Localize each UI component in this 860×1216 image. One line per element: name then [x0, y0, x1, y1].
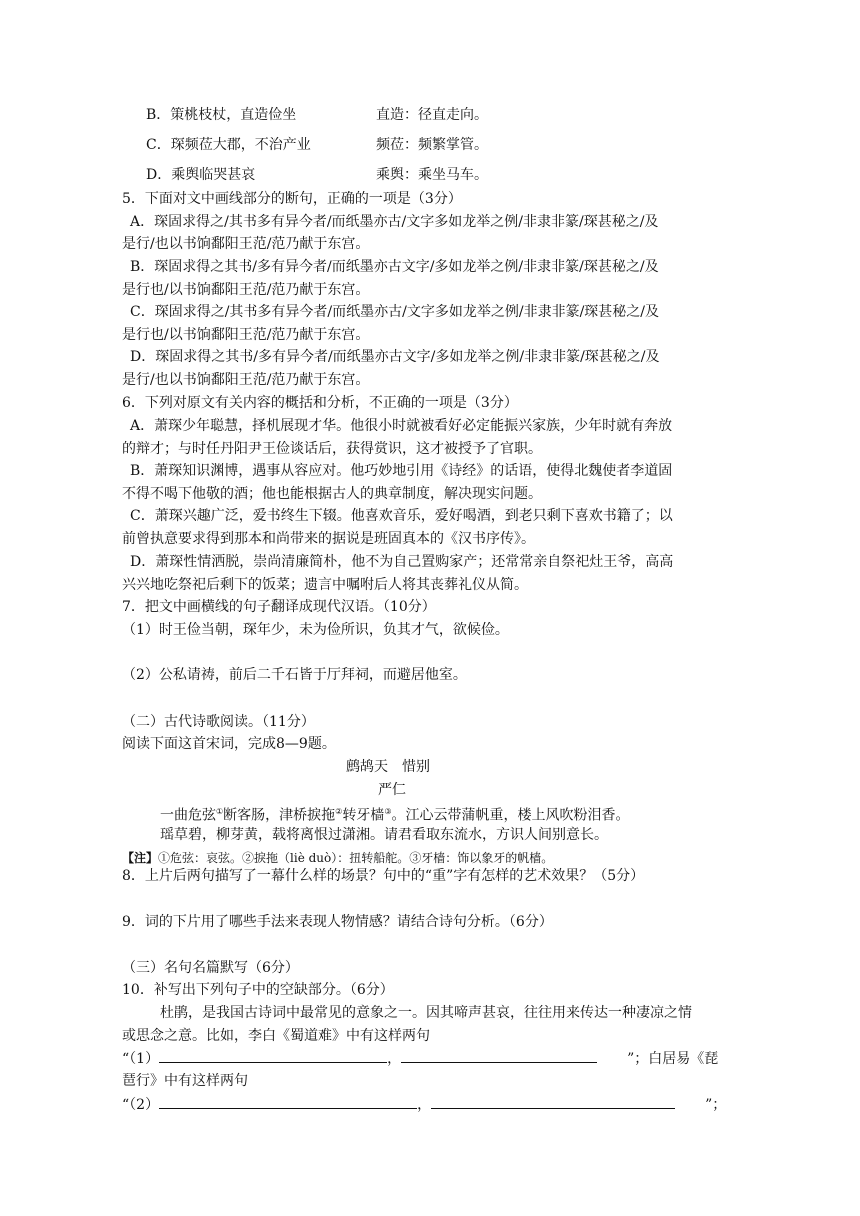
option-c-text: C．琛频莅大郡，不治产业	[146, 137, 311, 153]
note-marker-1: ①	[216, 807, 224, 816]
note-marker-3: ③	[384, 807, 392, 816]
poem-author: 严仁	[378, 782, 406, 798]
q10-paragraph-line-2: 或思念之意。比如，李白《蜀道难》中有这样两句	[122, 1028, 430, 1044]
q6-option-c-line1: C．萧琛兴趣广泛，爱书终生下辍。他喜欢音乐，爱好喝酒，到老只剩下喜欢书籍了；以	[130, 508, 673, 524]
poem-line-1	[160, 802, 780, 826]
fill-2-close: ”；	[705, 1097, 727, 1113]
q6-option-c-line2: 前曾执意要求得到那本和尚带来的据说是班固真本的《汉书序传》。	[122, 531, 535, 547]
option-c-gloss: 频莅：频繁掌管。	[376, 137, 488, 153]
fill-line-2	[122, 1094, 742, 1115]
fill-1-open: “（1）	[122, 1051, 160, 1067]
note-text: ①危弦：哀弦。②捩拖（liè duò）：扭转船舵。③牙樯：饰以象牙的帆樯。	[158, 851, 554, 865]
q10-paragraph-line-1: 杜鹃，是我国古诗词中最常见的意象之一。因其啼声甚哀，往往用来传达一种凄凉之情	[160, 1005, 692, 1021]
poem-note	[122, 848, 742, 868]
poem-line-2: 瑶草碧，柳芽黄，载将离恨过潇湘。请君看取东流水，方识人间别意长。	[160, 827, 608, 843]
q7-sentence-2: （2）公私请祷，前后二千石皆于厅拜祠，而避居他室。	[122, 667, 467, 683]
q5-option-b-line1: B．琛固求得之其书/多有异今者/而纸墨亦古文字/多如龙举之例/非隶非篆/琛甚秘之/及	[130, 259, 659, 275]
blank-1b[interactable]	[401, 1048, 597, 1063]
fill-1-close: ”；白居易《琵	[627, 1051, 719, 1067]
q6-option-d-line1: D．萧琛性情洒脱，崇尚清廉简朴，他不为自己置购家产；还常常亲自祭祀灶王爷，高高	[130, 554, 674, 570]
poem-line-1-part-b: 断客肠，津桥捩拖	[223, 807, 336, 824]
question-10: 10．补写出下列句子中的空缺部分。（6分）	[122, 982, 394, 998]
q5-option-a-line2: 是行/也以书饷鄱阳王范/范乃献于东宫。	[122, 236, 370, 252]
poem-title: 鹧鸪天 惜别	[346, 759, 430, 775]
note-marker-2: ②	[335, 807, 343, 816]
q5-option-c-line1: C．琛固求得之/其书多有异今者/而纸墨亦古/文字多如龙举之例/非隶非篆/琛甚秘之/及	[130, 304, 660, 320]
q6-option-b-line2: 不得不喝下他敬的酒；他也能根据古人的典章制度，解决现实问题。	[122, 486, 542, 502]
q6-option-a-line1: A．萧琛少年聪慧，择机展现才华。他很小时就被看好必定能振兴家族，少年时就有奔放	[130, 418, 673, 434]
question-5-stem: 5．下面对文中画线部分的断句，正确的一项是（3分）	[122, 191, 462, 207]
question-8: 8．上片后两句描写了一幕什么样的场景？句中的“重”字有怎样的艺术效果？（5分）	[122, 868, 645, 884]
fill-1-comma: ，	[387, 1051, 402, 1067]
q10-paragraph-line-3: 琶行》中有这样两句	[122, 1073, 248, 1089]
section-2-title: （二）古代诗歌阅读。（11分）	[122, 714, 315, 730]
question-7-stem: 7．把文中画横线的句子翻译成现代汉语。（10分）	[122, 599, 436, 615]
q5-option-d-line2: 是行/也以书饷鄱阳王范/范乃献于东宫。	[122, 372, 370, 388]
option-b-text: B．策桃枝杖，直造俭坐	[146, 107, 297, 123]
q5-option-a-line1: A．琛固求得之/其书多有异今者/而纸墨亦古/文字多如龙举之例/非隶非篆/琛甚秘之/及	[130, 214, 659, 230]
q6-option-a-line2: 的辩才；与时任丹阳尹王俭谈话后，获得赏识，这才被授予了官职。	[122, 441, 542, 457]
blank-2b[interactable]	[431, 1094, 675, 1109]
note-label: 【注】	[122, 851, 159, 865]
q6-option-d-line2: 兴兴地吃祭祀后剩下的饭菜；遗言中嘱咐后人将其丧葬礼仪从简。	[122, 577, 528, 593]
poem-line-1-part-c: 转牙樯	[342, 807, 385, 824]
fill-2-comma: ，	[417, 1097, 432, 1113]
section-2-instruction: 阅读下面这首宋词，完成8—9题。	[122, 736, 336, 752]
question-9: 9．词的下片用了哪些手法来表现人物情感？请结合诗句分析。（6分）	[122, 914, 553, 930]
blank-2a[interactable]	[159, 1094, 417, 1109]
question-6-stem: 6．下列对原文有关内容的概括和分析，不正确的一项是（3分）	[122, 395, 518, 411]
q5-option-b-line2: 是行也/以书饷鄱阳王范/范乃献于东宫。	[122, 282, 370, 298]
poem-line-1-part-a: 一曲危弦	[160, 807, 216, 824]
fill-2-open: “（2）	[122, 1097, 160, 1113]
q5-option-d-line1: D．琛固求得之其书/多有异今者/而纸墨亦古文字/多如龙举之例/非隶非篆/琛甚秘之/及	[130, 349, 660, 365]
option-d-text: D．乘舆临哭甚哀	[146, 167, 256, 183]
q5-option-c-line2: 是行也/以书饷鄱阳王范/范乃献于东宫。	[122, 327, 370, 343]
section-3-title: （三）名句名篇默写（6分）	[122, 960, 299, 976]
fill-line-1	[122, 1048, 742, 1069]
q6-option-b-line1: B．萧琛知识渊博，遇事从容应对。他巧妙地引用《诗经》的话语，使得北魏使者李道固	[130, 463, 673, 479]
blank-1a[interactable]	[159, 1048, 387, 1063]
option-d-gloss: 乘舆：乘坐马车。	[376, 167, 488, 183]
poem-line-1-part-d: 。江心云带蒲帆重，楼上风吹粉泪香。	[391, 807, 630, 824]
q7-sentence-1: （1）时王俭当朝，琛年少，未为俭所识，负其才气，欲候俭。	[122, 622, 509, 638]
option-b-gloss: 直造：径直走向。	[376, 107, 488, 123]
